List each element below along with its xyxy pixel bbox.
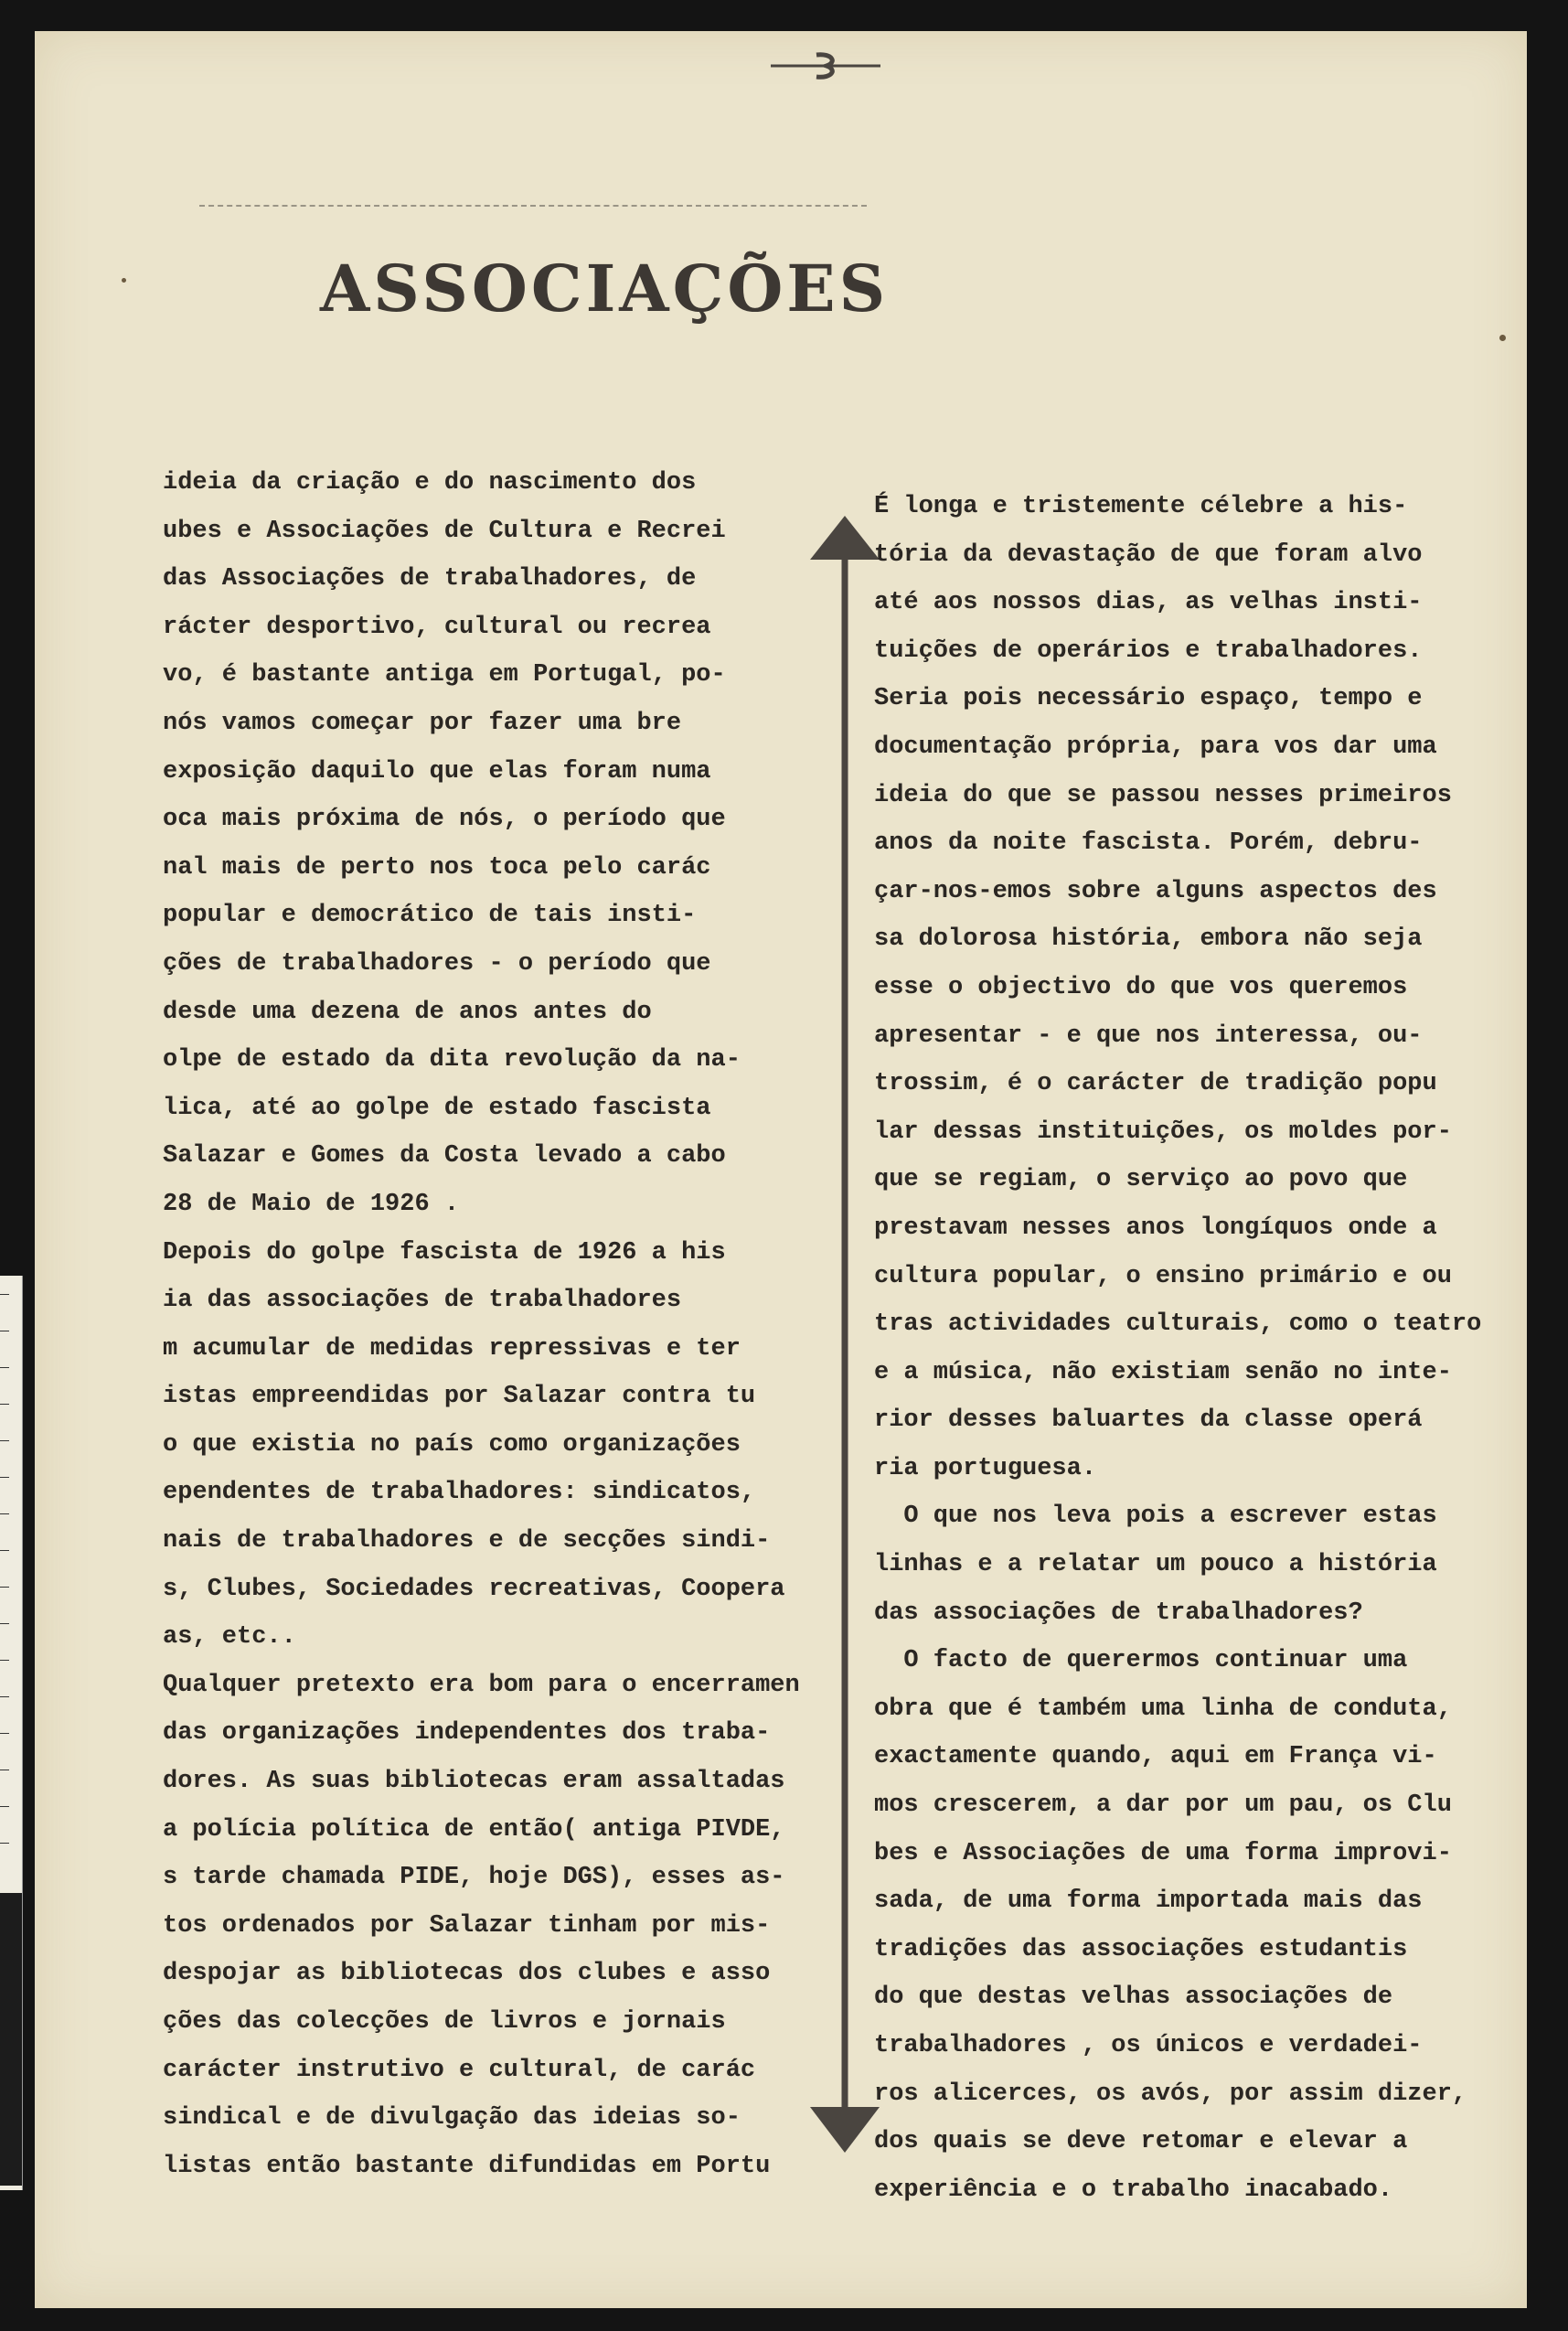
- paper-spot: [1499, 335, 1506, 341]
- text-line: linhas e a relatar um pouco a história: [874, 1551, 1437, 1579]
- text-line: nais de trabalhadores e de secções sindi-: [163, 1527, 771, 1556]
- right-text-column: [874, 483, 1523, 2214]
- text-line: do que destas velhas associações de: [874, 1983, 1393, 2012]
- text-line: tradições das associações estudantis: [874, 1935, 1408, 1963]
- text-line: bes e Associações de uma forma improvi-: [874, 1839, 1452, 1867]
- text-line: lica, até ao golpe de estado fascista: [163, 1094, 711, 1122]
- text-line: rior desses baluartes da classe operá: [874, 1406, 1423, 1435]
- text-line: exposição daquilo que elas foram numa: [163, 757, 711, 786]
- text-line: até aos nossos dias, as velhas insti-: [874, 589, 1423, 617]
- text-line: s, Clubes, Sociedades recreativas, Coopera: [163, 1575, 785, 1603]
- text-line: nós vamos começar por fazer uma bre: [163, 709, 682, 737]
- text-line: ependentes de trabalhadores: sindicatos,: [163, 1479, 756, 1507]
- text-line: obra que é também uma linha de conduta,: [874, 1695, 1452, 1723]
- text-line: apresentar - e que nos interessa, ou-: [874, 1021, 1423, 1050]
- text-line: istas empreendidas por Salazar contra tu: [163, 1383, 756, 1411]
- text-line: s tarde chamada PIDE, hoje DGS), esses as-: [163, 1864, 785, 1892]
- document-page: [35, 31, 1527, 2308]
- text-line: exactamente quando, aqui em França vi-: [874, 1743, 1437, 1771]
- text-line: prestavam nesses anos longíquos onde a: [874, 1214, 1437, 1242]
- text-line: o que existia no país como organizações: [163, 1430, 741, 1459]
- text-line: carácter instrutivo e cultural, de carác: [163, 2056, 756, 2084]
- text-line: ia das associações de trabalhadores: [163, 1287, 682, 1315]
- text-line: cultura popular, o ensino primário e ou: [874, 1262, 1452, 1290]
- text-line: Depois do golpe fascista de 1926 a his: [163, 1238, 726, 1267]
- text-line: dores. As suas bibliotecas eram assaltadas: [163, 1768, 785, 1796]
- text-line: e a música, não existiam senão no inte-: [874, 1358, 1452, 1386]
- text-line: m acumular de medidas repressivas e ter: [163, 1334, 741, 1363]
- text-line: das associações de trabalhadores?: [874, 1599, 1363, 1627]
- text-line: sada, de uma forma importada mais das: [874, 1887, 1423, 1916]
- text-line: ideia do que se passou nesses primeiros: [874, 781, 1452, 809]
- text-line: a polícia política de então( antiga PIVDE,: [163, 1815, 785, 1844]
- top-rule: [199, 205, 867, 207]
- text-line: tória da devastação de que foram alvo: [874, 540, 1423, 569]
- text-line: das Associações de trabalhadores, de: [163, 565, 697, 593]
- text-line: lar dessas instituições, os moldes por-: [874, 1117, 1452, 1146]
- text-line: sindical e de divulgação das ideias so-: [163, 2104, 741, 2133]
- text-line: tras actividades culturais, como o teatro: [874, 1310, 1482, 1339]
- text-line: tos ordenados por Salazar tinham por mis-: [163, 1911, 771, 1940]
- text-line: das organizações independentes dos traba-: [163, 1719, 771, 1748]
- text-line: popular e democrático de tais insti-: [163, 902, 697, 930]
- text-line: ros alicerces, os avós, por assim dizer,: [874, 2080, 1467, 2108]
- text-line: despojar as bibliotecas dos clubes e asso: [163, 1960, 771, 1988]
- paper-spot: [122, 278, 126, 283]
- text-line: listas então bastante difundidas em Portu: [163, 2152, 771, 2180]
- measurement-ruler: [0, 1276, 23, 2190]
- text-line: Salazar e Gomes da Costa levado a cabo: [163, 1142, 726, 1171]
- text-line: Qualquer pretexto era bom para o encerramen: [163, 1671, 800, 1699]
- text-line: oca mais próxima de nós, o período que: [163, 806, 726, 834]
- text-line: tuições de operários e trabalhadores.: [874, 636, 1423, 665]
- text-line: desde uma dezena de anos antes do: [163, 998, 652, 1026]
- text-line: O facto de querermos continuar uma: [874, 1647, 1408, 1675]
- page-title: ASSOCIAÇÕES: [320, 251, 890, 326]
- text-line: Seria pois necessário espaço, tempo e: [874, 685, 1423, 713]
- ruler-black-band: [0, 1893, 22, 2186]
- text-line: olpe de estado da dita revolução da na-: [163, 1046, 741, 1075]
- text-line: ções das colecções de livros e jornais: [163, 2008, 726, 2036]
- text-line: documentação própria, para vos dar uma: [874, 732, 1437, 761]
- left-text-column: [163, 459, 821, 2190]
- text-line: ções de trabalhadores - o período que: [163, 949, 711, 978]
- ornament-icon: [766, 49, 885, 82]
- text-line: O que nos leva pois a escrever estas: [874, 1502, 1437, 1531]
- text-line: vo, é bastante antiga em Portugal, po-: [163, 661, 726, 690]
- text-line: as, etc..: [163, 1623, 296, 1652]
- text-line: É longa e tristemente célebre a his-: [874, 493, 1408, 520]
- text-line: que se regiam, o serviço ao povo que: [874, 1166, 1408, 1194]
- text-line: trossim, é o carácter de tradição popu: [874, 1070, 1437, 1098]
- text-line: ria portuguesa.: [874, 1454, 1097, 1482]
- text-line: esse o objectivo do que vos queremos: [874, 973, 1408, 1001]
- text-line: nal mais de perto nos toca pelo carác: [163, 853, 711, 882]
- text-line: mos crescerem, a dar por um pau, os Clu: [874, 1791, 1452, 1820]
- text-line: ideia da criação e do nascimento dos: [163, 469, 697, 497]
- text-line: dos quais se deve retomar e elevar a: [874, 2128, 1408, 2156]
- text-line: çar-nos-emos sobre alguns aspectos des: [874, 877, 1437, 905]
- text-line: rácter desportivo, cultural ou recrea: [163, 613, 711, 641]
- text-line: 28 de Maio de 1926 .: [163, 1190, 460, 1218]
- text-line: trabalhadores , os únicos e verdadei-: [874, 2032, 1423, 2059]
- text-line: anos da noite fascista. Porém, debru-: [874, 829, 1423, 858]
- text-line: experiência e o trabalho inacabado.: [874, 2176, 1393, 2204]
- text-line: ubes e Associações de Cultura e Recrei: [163, 517, 726, 545]
- text-line: sa dolorosa história, embora não seja: [874, 925, 1423, 954]
